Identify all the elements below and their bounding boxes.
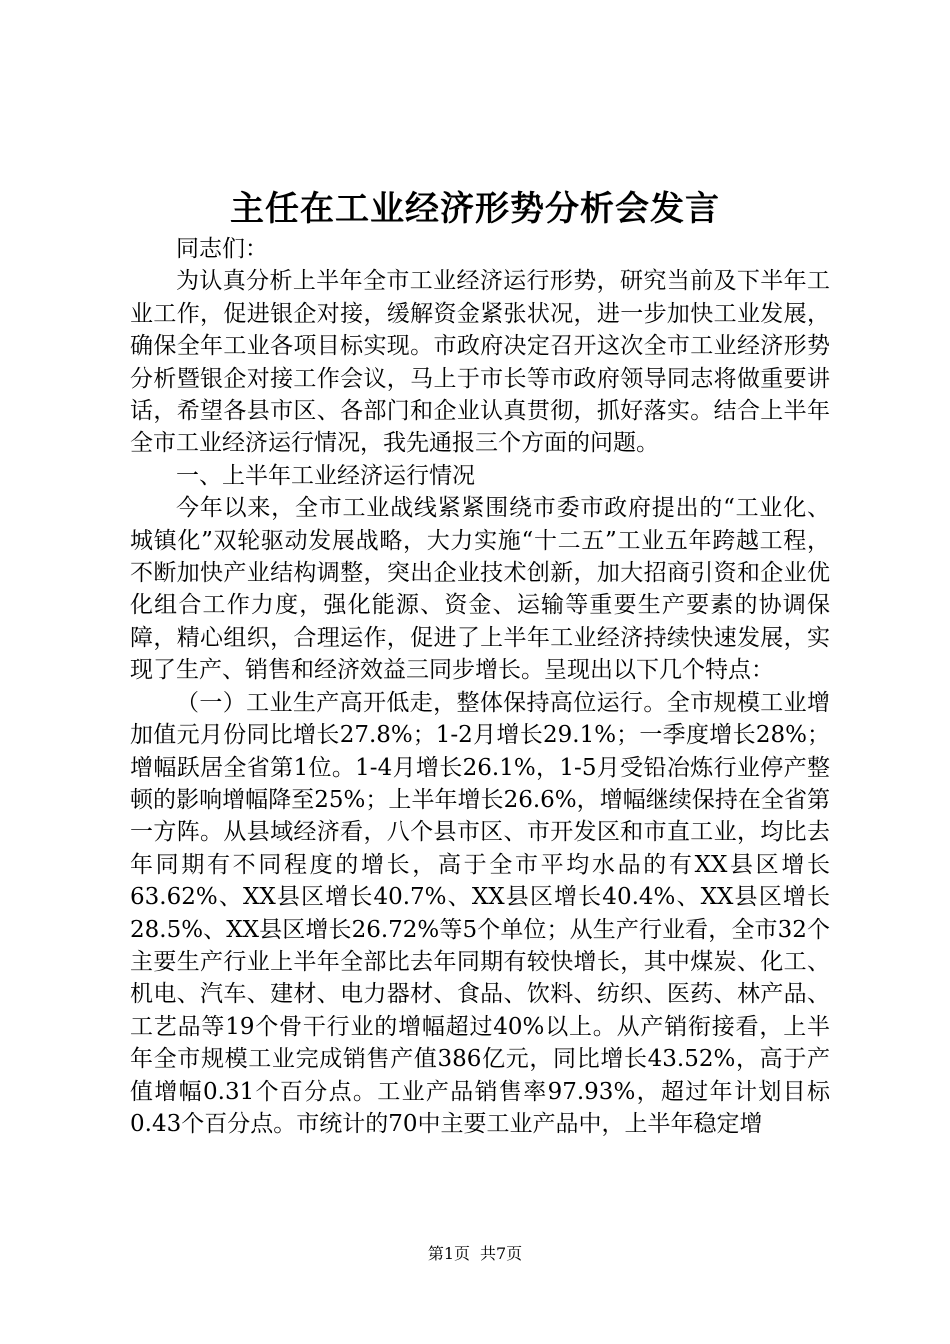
intro-paragraph: 为认真分析上半年全市工业经济运行形势，研究当前及下半年工业工作，促进银企对接，缓解资金紧张状况，进一步加快工业发展，确保全年工业各项目标实现。市政府决定召开这次全市工业经济形势分析暨银企对接工作会议，马上于市长等市政府领导同志将做重要讲话，希望各县市区、各部门和企业认真贯彻，抓好落实。结合上半年全市工业经济运行情况，我先通报三个方面的问题。	[130, 268, 830, 457]
section-heading: 一、上半年工业经济运行情况	[176, 462, 475, 489]
overview-paragraph: 今年以来，全市工业战线紧紧围绕市委市政府提出的“工业化、城镇化”双轮驱动发展战略，大力实施“十二五”工业五年跨越工程，不断加快产业结构调整，突出企业技术创新，加大招商引资和企业优化组合工作力度，强化能源、资金、运输等重要生产要素的协调保障，精心组织，合理运作，促进了上半年工业经济持续快速发展，实现了生产、销售和经济效益三同步增长。呈现出以下几个特点：	[130, 495, 830, 684]
salutation-paragraph: 同志们：	[176, 236, 268, 262]
page-total: 共7页	[480, 1244, 523, 1263]
page-number: 第1页	[427, 1244, 470, 1263]
document-body	[130, 233, 830, 1140]
production-paragraph: （一）工业生产高开低走，整体保持高位运行。全市规模工业增加值元月份同比增长27.8%；1-2月增长29.1%；一季度增长28%；增幅跃居全省第1位。1-4月增长26.1%，1-5月受铅冶炼行业停产整顿的影响增幅降至25%；上半年增长26.6%，增幅继续保持在全省第一方阵。从县域经济看，八个县市区、市开发区和市直工业，均比去年同期有不同程度的增长，高于全市平均水品的有XX县区增长63.62%、XX县区增长40.7%、XX县区增长40.4%、XX县区增长28.5%、XX县区增长26.72%等5个单位；从生产行业看，全市32个主要生产行业上半年全部比去年同期有较快增长，其中煤炭、化工、机电、汽车、建材、电力器材、食品、饮料、纺织、医药、林产品、工艺品等19个骨干行业的增幅超过40%以上。从产销衔接看，上半年全市规模工业完成销售产值386亿元，同比增长43.52%，高于产值增幅0.31个百分点。工业产品销售率97.93%，超过年计划目标0.43个百分点。市统计的70中主要工业产品中，上半年稳定增	[130, 689, 830, 1137]
document-title: 主任在工业经济形势分析会发言	[230, 189, 720, 229]
page-footer	[0, 1242, 950, 1266]
